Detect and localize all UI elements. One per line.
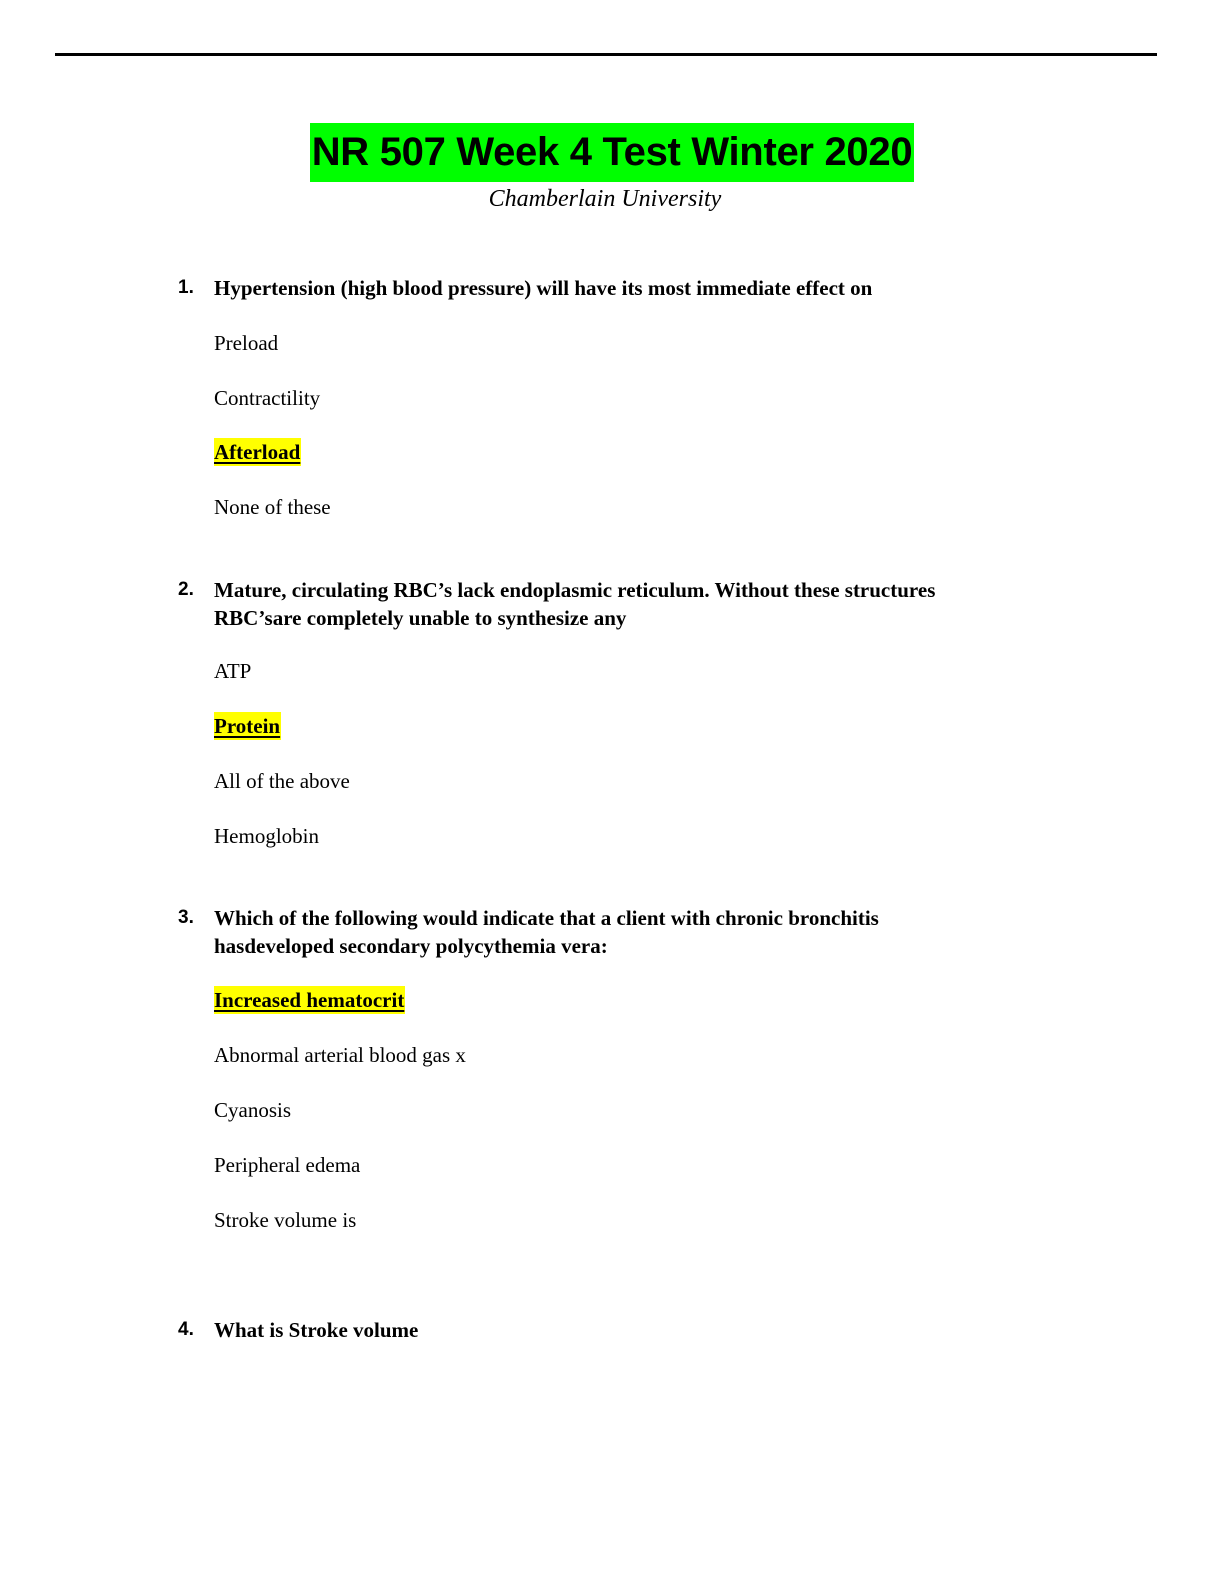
question-text-line: RBC’sare completely unable to synthesize any bbox=[214, 606, 627, 630]
question-text bbox=[214, 576, 1054, 632]
page-title: NR 507 Week 4 Test Winter 2020 bbox=[310, 123, 915, 182]
question-number: 1. bbox=[178, 277, 194, 298]
correct-answer-option: Increased hematocrit bbox=[214, 988, 405, 1012]
answer-option: Hemoglobin bbox=[214, 824, 319, 848]
question-text-line: Which of the following would indicate that a client with chronic bronchitis bbox=[214, 906, 879, 930]
correct-answer-option: Afterload bbox=[214, 440, 301, 464]
title-container bbox=[0, 123, 1224, 182]
question-number: 3. bbox=[178, 907, 194, 928]
correct-answer-option: Protein bbox=[214, 714, 281, 738]
question-text: Hypertension (high blood pressure) will have its most immediate effect on bbox=[214, 276, 873, 300]
answer-option: Peripheral edema bbox=[214, 1153, 361, 1177]
question-text bbox=[214, 904, 1054, 960]
answer-option: Abnormal arterial blood gas x bbox=[214, 1043, 466, 1067]
question-text: What is Stroke volume bbox=[214, 1318, 419, 1342]
question-number: 2. bbox=[178, 579, 194, 600]
answer-option: Cyanosis bbox=[214, 1098, 292, 1122]
page-subtitle: Chamberlain University bbox=[488, 186, 722, 212]
answer-option: None of these bbox=[214, 495, 331, 519]
answer-option: Preload bbox=[214, 331, 279, 355]
question-text-line: Mature, circulating RBC’s lack endoplasmic reticulum. Without these structures bbox=[214, 578, 936, 602]
answer-option: Stroke volume is bbox=[214, 1208, 357, 1232]
answer-option: ATP bbox=[214, 659, 252, 683]
header-rule bbox=[55, 53, 1157, 56]
answer-option: Contractility bbox=[214, 386, 321, 410]
question-number: 4. bbox=[178, 1319, 194, 1340]
answer-option: All of the above bbox=[214, 769, 350, 793]
question-text-line: hasdeveloped secondary polycythemia vera: bbox=[214, 934, 608, 958]
